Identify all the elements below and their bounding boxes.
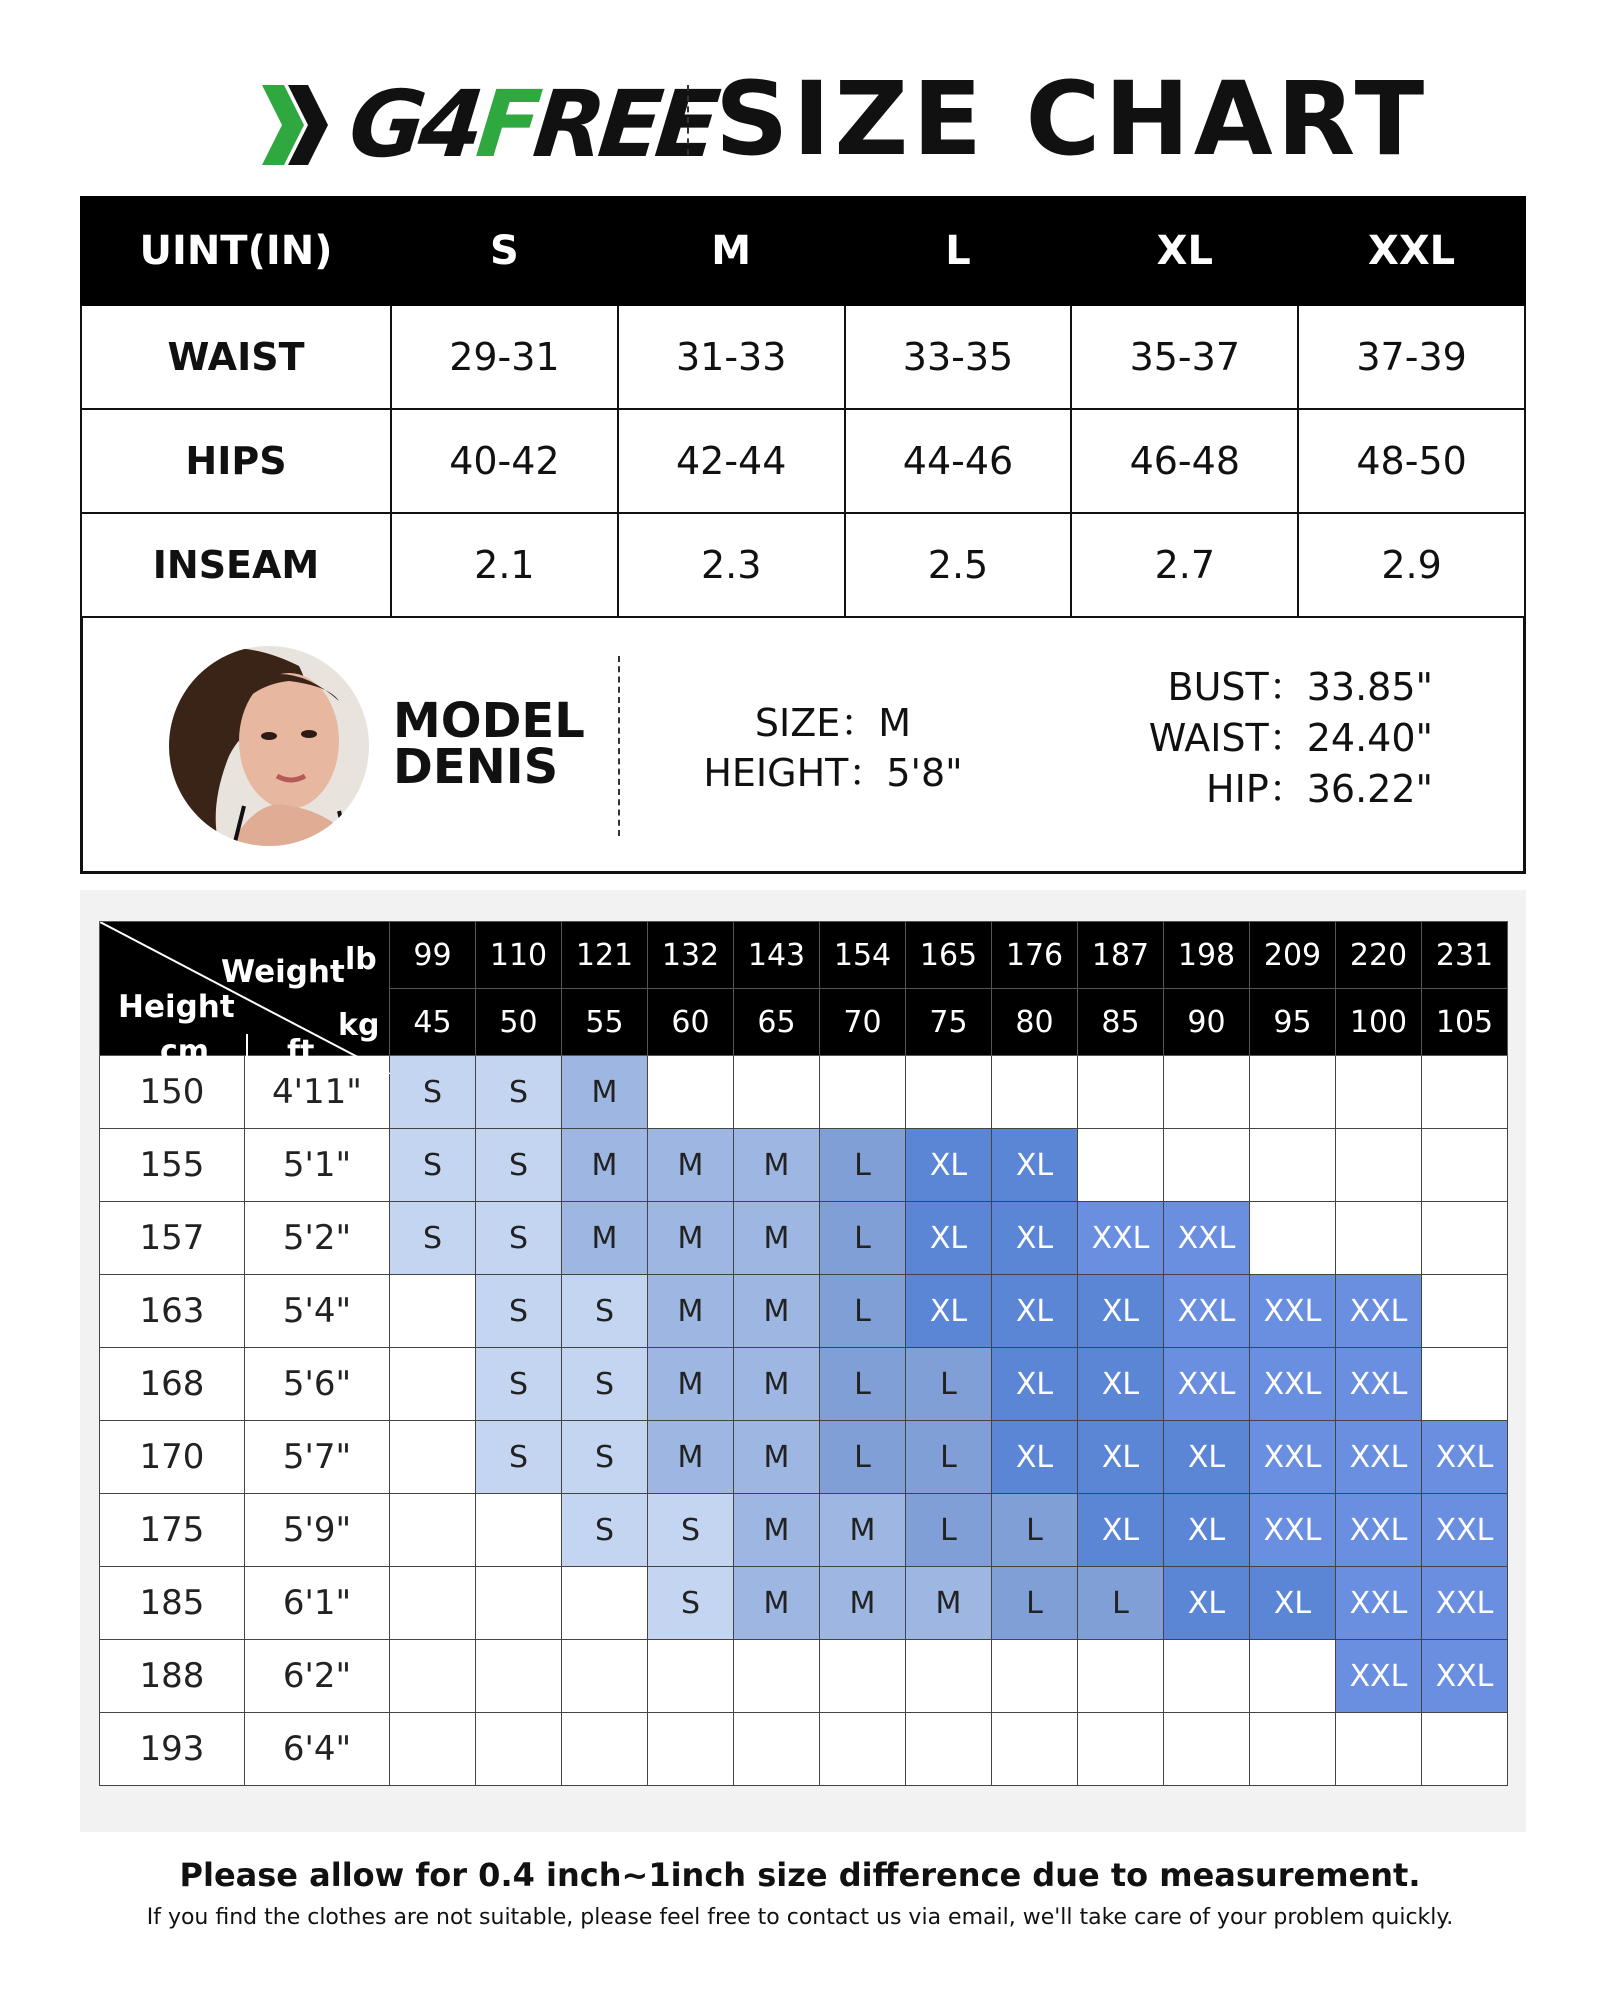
size-cell: S: [562, 1494, 648, 1567]
model-photo: [169, 646, 369, 846]
empty-cell: [648, 1713, 734, 1786]
weight-kg-cell: 45: [390, 989, 476, 1056]
height-cm-cell: 155: [100, 1129, 245, 1202]
empty-cell: [1422, 1275, 1508, 1348]
empty-cell: [648, 1056, 734, 1129]
size-cell: S: [390, 1202, 476, 1275]
size-cell: M: [734, 1129, 820, 1202]
empty-cell: [476, 1640, 562, 1713]
empty-cell: [734, 1640, 820, 1713]
empty-cell: [1336, 1202, 1422, 1275]
model-name: [393, 693, 585, 795]
size-cell: L: [906, 1348, 992, 1421]
weight-kg-cell: 100: [1336, 989, 1422, 1056]
height-cm-cell: 168: [100, 1348, 245, 1421]
empty-cell: [992, 1713, 1078, 1786]
weight-lb-cell: 99: [390, 922, 476, 989]
empty-cell: [906, 1640, 992, 1713]
empty-cell: [390, 1494, 476, 1567]
table-row: [100, 1129, 1508, 1202]
unit-header: UINT(IN): [81, 197, 391, 305]
size-cell: S: [390, 1129, 476, 1202]
size-cell: XXL: [1336, 1494, 1422, 1567]
size-cell: S: [390, 1056, 476, 1129]
page-title: SIZE CHART: [715, 60, 1429, 179]
size-cell: XL: [992, 1275, 1078, 1348]
size-cell: XL: [906, 1129, 992, 1202]
empty-cell: [476, 1494, 562, 1567]
table-row: [100, 1202, 1508, 1275]
table-row: [100, 1713, 1508, 1786]
measurement-header-row: [81, 197, 1525, 305]
table-cell: 40-42: [391, 409, 618, 513]
height-ft-cell: 6'4": [245, 1713, 390, 1786]
empty-cell: [820, 1640, 906, 1713]
size-cell: S: [476, 1421, 562, 1494]
weight-lb-cell: 187: [1078, 922, 1164, 989]
size-cell: S: [562, 1275, 648, 1348]
brand-name-prefix: G4: [344, 71, 484, 178]
size-cell: XL: [1078, 1421, 1164, 1494]
size-cell: S: [476, 1275, 562, 1348]
size-cell: L: [820, 1129, 906, 1202]
size-cell: XL: [1250, 1567, 1336, 1640]
model-divider: [618, 656, 620, 836]
table-cell: 31-33: [618, 305, 845, 409]
weight-kg-cell: 80: [992, 989, 1078, 1056]
size-cell: S: [648, 1494, 734, 1567]
brand-name-accent: F: [471, 71, 541, 178]
measurement-row-hips: [81, 409, 1525, 513]
empty-cell: [476, 1713, 562, 1786]
empty-cell: [1078, 1713, 1164, 1786]
weight-lb-cell: 110: [476, 922, 562, 989]
height-cm-cell: 175: [100, 1494, 245, 1567]
brand-chevron-icon: [262, 85, 342, 165]
empty-cell: [390, 1713, 476, 1786]
size-cell: L: [820, 1348, 906, 1421]
size-cell: XXL: [1250, 1421, 1336, 1494]
weight-lb-cell: 121: [562, 922, 648, 989]
measurement-table: [80, 196, 1526, 618]
size-cell: XL: [906, 1275, 992, 1348]
empty-cell: [992, 1640, 1078, 1713]
model-panel: [80, 616, 1526, 874]
weight-kg-cell: 60: [648, 989, 734, 1056]
table-cell: 44-46: [845, 409, 1072, 513]
size-cell: XXL: [1336, 1421, 1422, 1494]
ft-label: ft: [287, 1034, 315, 1069]
size-cell: M: [648, 1129, 734, 1202]
height-label: Height: [118, 989, 235, 1025]
empty-cell: [1250, 1202, 1336, 1275]
size-cell: XXL: [1422, 1421, 1508, 1494]
empty-cell: [1078, 1640, 1164, 1713]
height-ft-cell: 5'1": [245, 1129, 390, 1202]
size-cell: XXL: [1336, 1275, 1422, 1348]
brand-name-suffix: REE: [528, 71, 719, 178]
empty-cell: [1336, 1056, 1422, 1129]
size-cell: M: [734, 1275, 820, 1348]
size-cell: S: [562, 1421, 648, 1494]
empty-cell: [390, 1640, 476, 1713]
header-divider: [687, 85, 689, 155]
table-cell: 2.3: [618, 513, 845, 617]
size-cell: M: [562, 1129, 648, 1202]
model-hip: HIP：36.22": [1206, 767, 1433, 811]
table-row: [100, 1275, 1508, 1348]
size-header-xl: XL: [1071, 197, 1298, 305]
height-ft-cell: 5'7": [245, 1421, 390, 1494]
size-cell: S: [476, 1129, 562, 1202]
size-cell: L: [820, 1275, 906, 1348]
lb-label: lb: [345, 942, 377, 977]
size-cell: M: [648, 1421, 734, 1494]
height-ft-cell: 6'1": [245, 1567, 390, 1640]
height-ft-cell: 5'6": [245, 1348, 390, 1421]
size-cell: M: [820, 1494, 906, 1567]
row-label: INSEAM: [81, 513, 391, 617]
table-cell: 42-44: [618, 409, 845, 513]
model-measurements: [963, 662, 1433, 815]
size-header-m: M: [618, 197, 845, 305]
grid-corner-header: [100, 922, 390, 1069]
weight-kg-cell: 75: [906, 989, 992, 1056]
size-cell: XXL: [1422, 1567, 1508, 1640]
size-cell: L: [820, 1202, 906, 1275]
size-cell: XXL: [1164, 1348, 1250, 1421]
table-row: [100, 1640, 1508, 1713]
size-cell: M: [562, 1056, 648, 1129]
footer-contact-note: If you find the clothes are not suitable, please feel free to contact us via email, we'll take care of your problem quickly.: [146, 1905, 1454, 1930]
table-cell: 2.5: [845, 513, 1072, 617]
model-portrait-image: [169, 646, 369, 846]
empty-cell: [820, 1056, 906, 1129]
size-header-xxl: XXL: [1298, 197, 1525, 305]
empty-cell: [820, 1713, 906, 1786]
size-header-s: S: [391, 197, 618, 305]
height-ft-cell: 4'11": [245, 1056, 390, 1129]
size-cell: XL: [1078, 1494, 1164, 1567]
footer-note: Please allow for 0.4 inch~1inch size difference due to measurement.: [179, 1856, 1421, 1894]
empty-cell: [390, 1567, 476, 1640]
weight-kg-cell: 50: [476, 989, 562, 1056]
size-cell: XL: [992, 1202, 1078, 1275]
size-cell: XL: [1164, 1567, 1250, 1640]
size-cell: M: [648, 1348, 734, 1421]
model-waist: WAIST：24.40": [1148, 716, 1433, 760]
size-cell: M: [648, 1202, 734, 1275]
table-cell: 48-50: [1298, 409, 1525, 513]
size-cell: M: [734, 1567, 820, 1640]
weight-lb-cell: 154: [820, 922, 906, 989]
size-cell: XL: [1078, 1275, 1164, 1348]
height-cm-cell: 163: [100, 1275, 245, 1348]
model-name-line2: DENIS: [393, 739, 559, 795]
size-cell: XL: [992, 1129, 1078, 1202]
measurement-row-waist: [81, 305, 1525, 409]
height-cm-cell: 188: [100, 1640, 245, 1713]
empty-cell: [1164, 1713, 1250, 1786]
empty-cell: [906, 1713, 992, 1786]
size-cell: M: [734, 1421, 820, 1494]
table-cell: 46-48: [1071, 409, 1298, 513]
weight-kg-cell: 105: [1422, 989, 1508, 1056]
size-cell: XXL: [1078, 1202, 1164, 1275]
height-cm-cell: 157: [100, 1202, 245, 1275]
empty-cell: [906, 1056, 992, 1129]
empty-cell: [1250, 1056, 1336, 1129]
empty-cell: [390, 1348, 476, 1421]
size-cell: XL: [906, 1202, 992, 1275]
weight-lb-row: [100, 922, 1508, 989]
empty-cell: [1422, 1129, 1508, 1202]
size-cell: XL: [1164, 1494, 1250, 1567]
row-label: WAIST: [81, 305, 391, 409]
table-row: [100, 1494, 1508, 1567]
table-row: [100, 1348, 1508, 1421]
height-cm-cell: 170: [100, 1421, 245, 1494]
weight-lb-cell: 209: [1250, 922, 1336, 989]
empty-cell: [1164, 1056, 1250, 1129]
size-cell: XL: [992, 1421, 1078, 1494]
table-cell: 2.9: [1298, 513, 1525, 617]
size-cell: S: [648, 1567, 734, 1640]
height-ft-cell: 5'2": [245, 1202, 390, 1275]
empty-cell: [1164, 1640, 1250, 1713]
size-cell: XXL: [1422, 1640, 1508, 1713]
size-cell: S: [476, 1348, 562, 1421]
brand-logo: [262, 71, 719, 178]
empty-cell: [648, 1640, 734, 1713]
table-row: [100, 1421, 1508, 1494]
corner-divider: [246, 1034, 248, 1074]
empty-cell: [1164, 1129, 1250, 1202]
size-cell: XXL: [1250, 1494, 1336, 1567]
model-size: SIZE：M: [754, 701, 912, 745]
height-ft-cell: 5'4": [245, 1275, 390, 1348]
size-cell: XL: [1078, 1348, 1164, 1421]
size-cell: XXL: [1164, 1202, 1250, 1275]
size-header-l: L: [845, 197, 1072, 305]
empty-cell: [1422, 1348, 1508, 1421]
weight-lb-cell: 231: [1422, 922, 1508, 989]
weight-kg-cell: 65: [734, 989, 820, 1056]
size-cell: M: [734, 1348, 820, 1421]
empty-cell: [1078, 1056, 1164, 1129]
empty-cell: [390, 1275, 476, 1348]
size-cell: L: [992, 1567, 1078, 1640]
empty-cell: [1422, 1056, 1508, 1129]
size-cell: S: [476, 1202, 562, 1275]
height-ft-cell: 6'2": [245, 1640, 390, 1713]
height-ft-cell: 5'9": [245, 1494, 390, 1567]
empty-cell: [1422, 1713, 1508, 1786]
size-cell: XXL: [1336, 1640, 1422, 1713]
empty-cell: [1250, 1713, 1336, 1786]
size-cell: XXL: [1422, 1494, 1508, 1567]
weight-kg-cell: 70: [820, 989, 906, 1056]
table-row: [100, 1567, 1508, 1640]
kg-label: kg: [338, 1008, 380, 1043]
size-cell: S: [476, 1056, 562, 1129]
model-height: HEIGHT：5'8": [703, 751, 963, 795]
empty-cell: [1250, 1640, 1336, 1713]
size-cell: L: [992, 1494, 1078, 1567]
size-cell: L: [906, 1421, 992, 1494]
weight-kg-cell: 90: [1164, 989, 1250, 1056]
empty-cell: [476, 1567, 562, 1640]
weight-kg-cell: 95: [1250, 989, 1336, 1056]
model-bust: BUST：33.85": [1167, 665, 1433, 709]
size-grid: [99, 921, 1508, 1786]
empty-cell: [562, 1713, 648, 1786]
empty-cell: [734, 1056, 820, 1129]
weight-label: Weight: [221, 954, 345, 990]
weight-lb-cell: 132: [648, 922, 734, 989]
empty-cell: [1250, 1129, 1336, 1202]
table-cell: 29-31: [391, 305, 618, 409]
table-cell: 35-37: [1071, 305, 1298, 409]
size-cell: M: [820, 1567, 906, 1640]
height-cm-cell: 185: [100, 1567, 245, 1640]
size-cell: M: [648, 1275, 734, 1348]
empty-cell: [562, 1640, 648, 1713]
row-label: HIPS: [81, 409, 391, 513]
weight-kg-cell: 85: [1078, 989, 1164, 1056]
empty-cell: [1078, 1129, 1164, 1202]
size-cell: L: [1078, 1567, 1164, 1640]
empty-cell: [1336, 1713, 1422, 1786]
size-cell: XL: [1164, 1421, 1250, 1494]
size-cell: M: [562, 1202, 648, 1275]
size-cell: XXL: [1250, 1348, 1336, 1421]
weight-lb-cell: 165: [906, 922, 992, 989]
weight-kg-cell: 55: [562, 989, 648, 1056]
weight-lb-cell: 220: [1336, 922, 1422, 989]
size-cell: XXL: [1164, 1275, 1250, 1348]
empty-cell: [562, 1567, 648, 1640]
empty-cell: [734, 1713, 820, 1786]
size-cell: M: [906, 1567, 992, 1640]
model-name-line1: MODEL: [393, 693, 585, 749]
weight-lb-cell: 143: [734, 922, 820, 989]
size-cell: XXL: [1250, 1275, 1336, 1348]
weight-lb-cell: 176: [992, 922, 1078, 989]
height-cm-cell: 150: [100, 1056, 245, 1129]
empty-cell: [1336, 1129, 1422, 1202]
empty-cell: [390, 1421, 476, 1494]
header: [0, 60, 1600, 180]
size-cell: M: [734, 1202, 820, 1275]
empty-cell: [992, 1056, 1078, 1129]
size-cell: XL: [992, 1348, 1078, 1421]
table-cell: 33-35: [845, 305, 1072, 409]
weight-lb-cell: 198: [1164, 922, 1250, 989]
size-cell: L: [906, 1494, 992, 1567]
table-cell: 2.7: [1071, 513, 1298, 617]
height-cm-cell: 193: [100, 1713, 245, 1786]
table-cell: 37-39: [1298, 305, 1525, 409]
brand-name: [344, 71, 719, 178]
cm-label: cm: [160, 1034, 210, 1069]
size-cell: L: [820, 1421, 906, 1494]
size-cell: S: [562, 1348, 648, 1421]
size-cell: XXL: [1336, 1348, 1422, 1421]
measurement-row-inseam: [81, 513, 1525, 617]
table-cell: 2.1: [391, 513, 618, 617]
size-grid-panel: [80, 890, 1526, 1832]
size-cell: M: [734, 1494, 820, 1567]
empty-cell: [1422, 1202, 1508, 1275]
size-cell: XXL: [1336, 1567, 1422, 1640]
